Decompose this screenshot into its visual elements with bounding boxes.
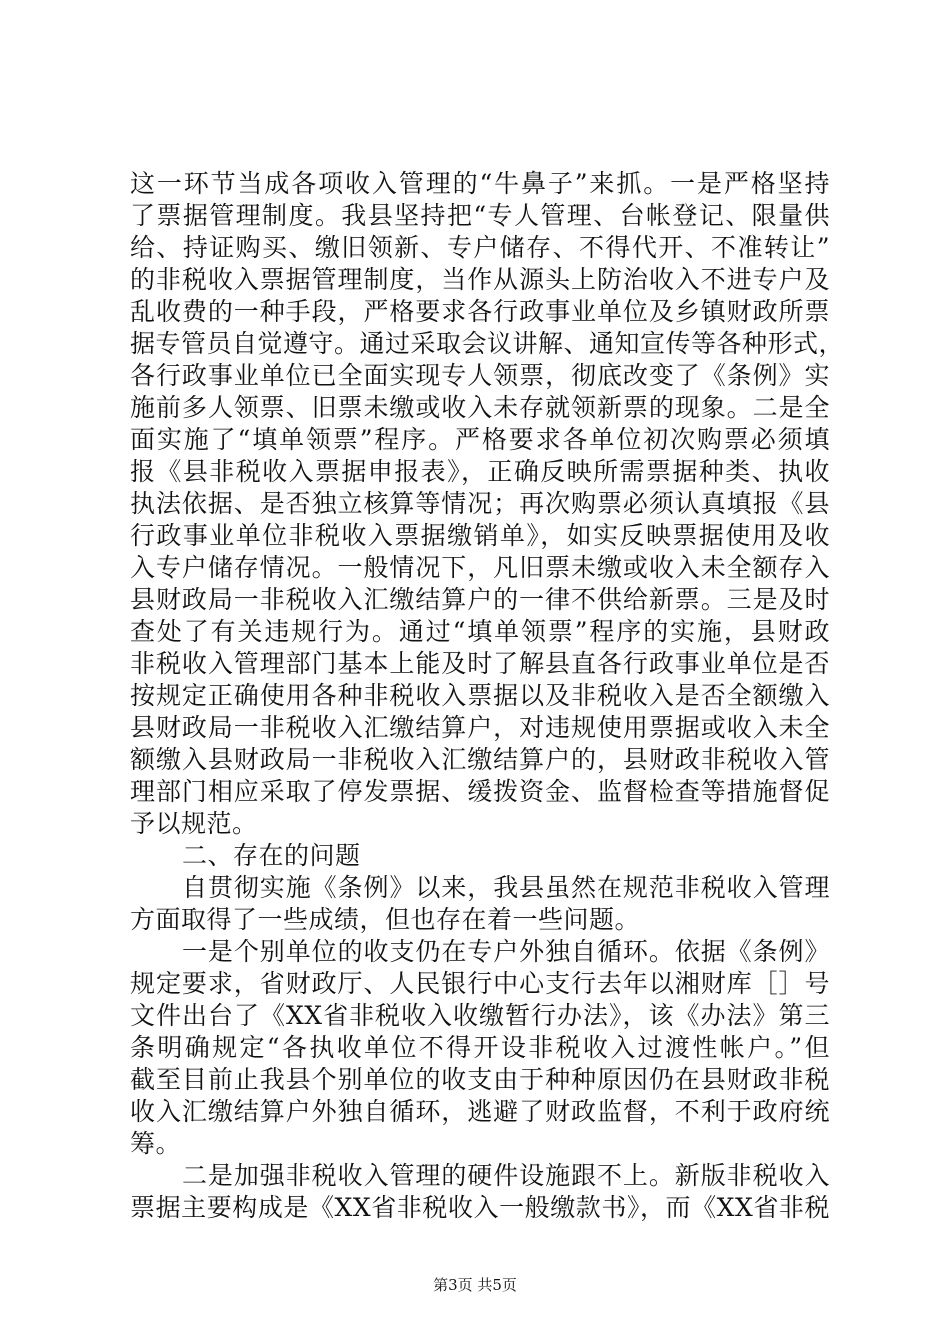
text-line: 据专管员自觉遵守。通过采取会议讲解、通知宣传等各种形式，	[130, 329, 845, 358]
text-line: 二是加强非税收入管理的硬件设施跟不上。新版非税收入	[182, 1161, 830, 1190]
text-line: 乱收费的一种手段，严格要求各行政事业单位及乡镇财政所票	[130, 297, 830, 326]
text-line: 票据主要构成是《XX省非税收入一般缴款书》，而《XX省非税	[130, 1193, 830, 1222]
text-line: 截至目前止我县个别单位的收支由于种种原因仍在县财政非税	[130, 1065, 830, 1094]
text-line: 方面取得了一些成绩，但也存在着一些问题。	[130, 905, 641, 934]
text-line: 自贯彻实施《条例》以来，我县虽然在规范非税收入管理	[182, 873, 830, 902]
text-line: 予以规范。	[130, 809, 258, 838]
text-line: 查处了有关违规行为。通过“填单领票”程序的实施，县财政	[130, 617, 830, 646]
section-heading: 二、存在的问题	[182, 841, 361, 870]
text-line: 施前多人领票、旧票未缴或收入未存就领新票的现象。二是全	[130, 393, 830, 422]
document-body	[130, 168, 845, 1224]
text-line: 行政事业单位非税收入票据缴销单》，如实反映票据使用及收	[130, 521, 830, 550]
text-line: 这一环节当成各项收入管理的“牛鼻子”来抓。一是严格坚持	[130, 169, 830, 198]
text-line: 收入汇缴结算户外独自循环，逃避了财政监督，不利于政府统	[130, 1097, 830, 1126]
text-line: 规定要求，省财政厅、人民银行中心支行去年以湘财库［］号	[130, 969, 830, 998]
text-line: 入专户储存情况。一般情况下，凡旧票未缴或收入未全额存入	[130, 553, 830, 582]
text-line: 按规定正确使用各种非税收入票据以及非税收入是否全额缴入	[130, 681, 830, 710]
text-line: 各行政事业单位已全面实现专人领票，彻底改变了《条例》实	[130, 361, 830, 390]
text-line: 面实施了“填单领票”程序。严格要求各单位初次购票必须填	[130, 425, 830, 454]
text-line: 一是个别单位的收支仍在专户外独自循环。依据《条例》	[182, 937, 830, 966]
text-line: 给、持证购买、缴旧领新、专户储存、不得代开、不准转让”	[130, 233, 830, 262]
text-line: 条明确规定“各执收单位不得开设非税收入过渡性帐户。”但	[130, 1033, 830, 1062]
text-line: 理部门相应采取了停发票据、缓拨资金、监督检查等措施督促	[130, 777, 830, 806]
text-line: 筹。	[130, 1129, 182, 1158]
text-line: 县财政局一非税收入汇缴结算户的一律不供给新票。三是及时	[130, 585, 830, 614]
text-line: 报《县非税收入票据申报表》，正确反映所需票据种类、执收	[130, 457, 830, 486]
text-line: 文件出台了《XX省非税收入收缴暂行办法》，该《办法》第三	[130, 1001, 830, 1030]
text-line: 执法依据、是否独立核算等情况；再次购票必须认真填报《县	[130, 489, 830, 518]
text-line: 额缴入县财政局一非税收入汇缴结算户的，县财政非税收入管	[130, 745, 830, 774]
text-line: 县财政局一非税收入汇缴结算户，对违规使用票据或收入未全	[130, 713, 830, 742]
text-line: 非税收入管理部门基本上能及时了解县直各行政事业单位是否	[130, 649, 830, 678]
text-line: 的非税收入票据管理制度，当作从源头上防治收入不进专户及	[130, 265, 830, 294]
text-line: 了票据管理制度。我县坚持把“专人管理、台帐登记、限量供	[130, 201, 830, 230]
page-indicator: 第3页 共5页	[433, 1276, 517, 1294]
